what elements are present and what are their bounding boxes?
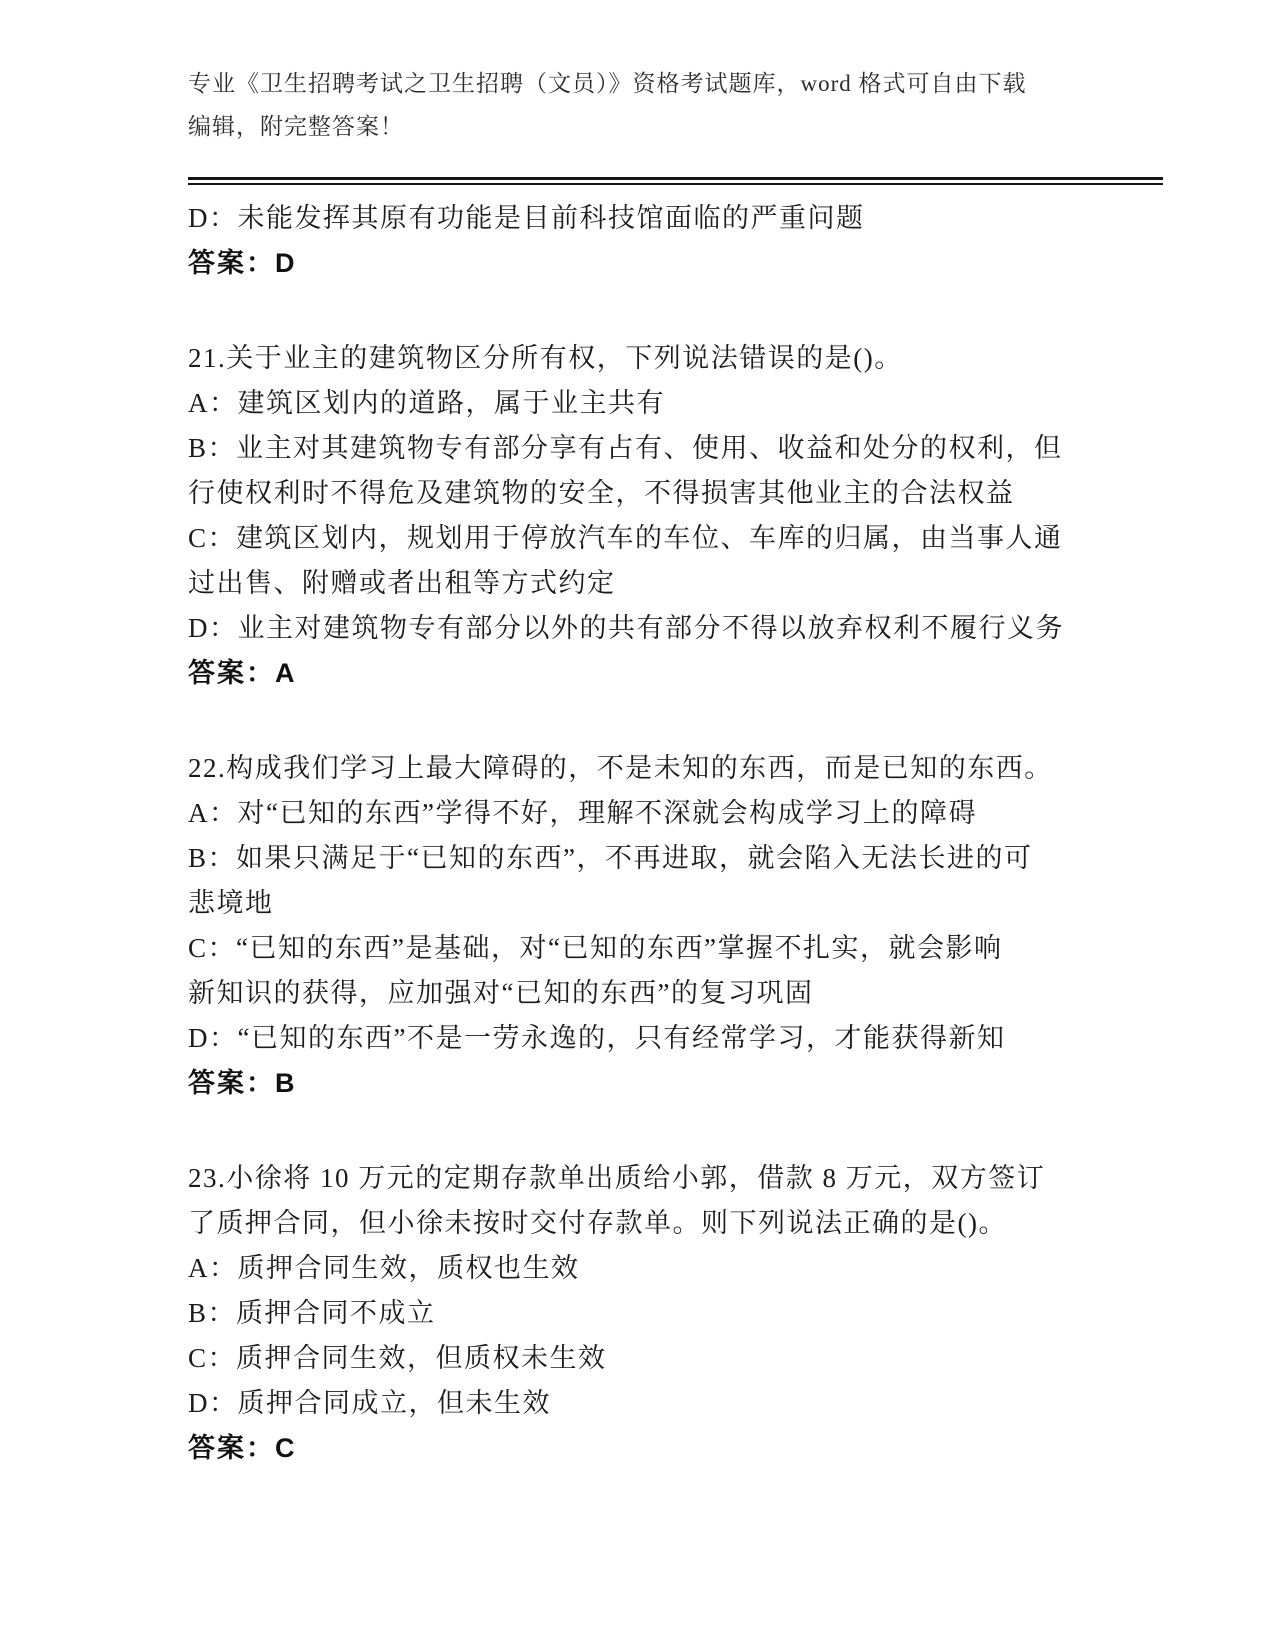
header-divider-rule (188, 177, 1163, 185)
document-body (188, 196, 1198, 1471)
answer-line: 答案：B (188, 1068, 297, 1098)
option-continuation-line: 新知识的获得，应加强对“已知的东西”的复习巩固 (188, 978, 814, 1008)
option-line: A：对“已知的东西”学得不好，理解不深就会构成学习上的障碍 (188, 798, 977, 828)
option-line: A：建筑区划内的道路，属于业主共有 (188, 388, 665, 418)
option-line: D：业主对建筑物专有部分以外的共有部分不得以放弃权利不履行义务 (188, 613, 1064, 643)
option-line: C：质押合同生效，但质权未生效 (188, 1343, 607, 1373)
question-line: 23.小徐将 10 万元的定期存款单出质给小郭，借款 8 万元，双方签订 (188, 1163, 1046, 1193)
answer-line: 答案：C (188, 1433, 297, 1463)
question-line: 22.构成我们学习上最大障碍的，不是未知的东西，而是已知的东西。 (188, 753, 1053, 783)
answer-line: 答案：A (188, 658, 297, 688)
option-continuation-line: 悲境地 (188, 888, 274, 918)
header-text-line: 编辑，附完整答案！ (188, 114, 404, 139)
document-header (188, 62, 1168, 148)
option-line: D：“已知的东西”不是一劳永逸的，只有经常学习，才能获得新知 (188, 1023, 1006, 1053)
option-line: C：建筑区划内，规划用于停放汽车的车位、车库的归属，由当事人通 (188, 523, 1063, 553)
question-continuation-line: 了质押合同，但小徐未按时交付存款单。则下列说法正确的是()。 (188, 1208, 1007, 1238)
option-line: B：业主对其建筑物专有部分享有占有、使用、收益和处分的权利，但 (188, 433, 1063, 463)
question-line: 21.关于业主的建筑物区分所有权，下列说法错误的是()。 (188, 343, 903, 373)
header-text-line: 专业《卫生招聘考试之卫生招聘（文员）》资格考试题库，word 格式可自由下载 (188, 71, 1027, 96)
option-line: C：“已知的东西”是基础，对“已知的东西”掌握不扎实，就会影响 (188, 933, 1003, 963)
option-line: B：质押合同不成立 (188, 1298, 436, 1328)
paragraph-spacer (188, 286, 1198, 336)
option-continuation-line: 过出售、附赠或者出租等方式约定 (188, 568, 616, 598)
paragraph-spacer (188, 1106, 1198, 1156)
option-line: D：质押合同成立，但未生效 (188, 1388, 551, 1418)
option-line: B：如果只满足于“已知的东西”，不再进取，就会陷入无法长进的可 (188, 843, 1033, 873)
answer-line: 答案：D (188, 248, 297, 278)
option-line: A：质押合同生效，质权也生效 (188, 1253, 580, 1283)
paragraph-spacer (188, 696, 1198, 746)
option-continuation-line: 行使权利时不得危及建筑物的安全，不得损害其他业主的合法权益 (188, 478, 1015, 508)
option-line: D：未能发挥其原有功能是目前科技馆面临的严重问题 (188, 203, 865, 233)
